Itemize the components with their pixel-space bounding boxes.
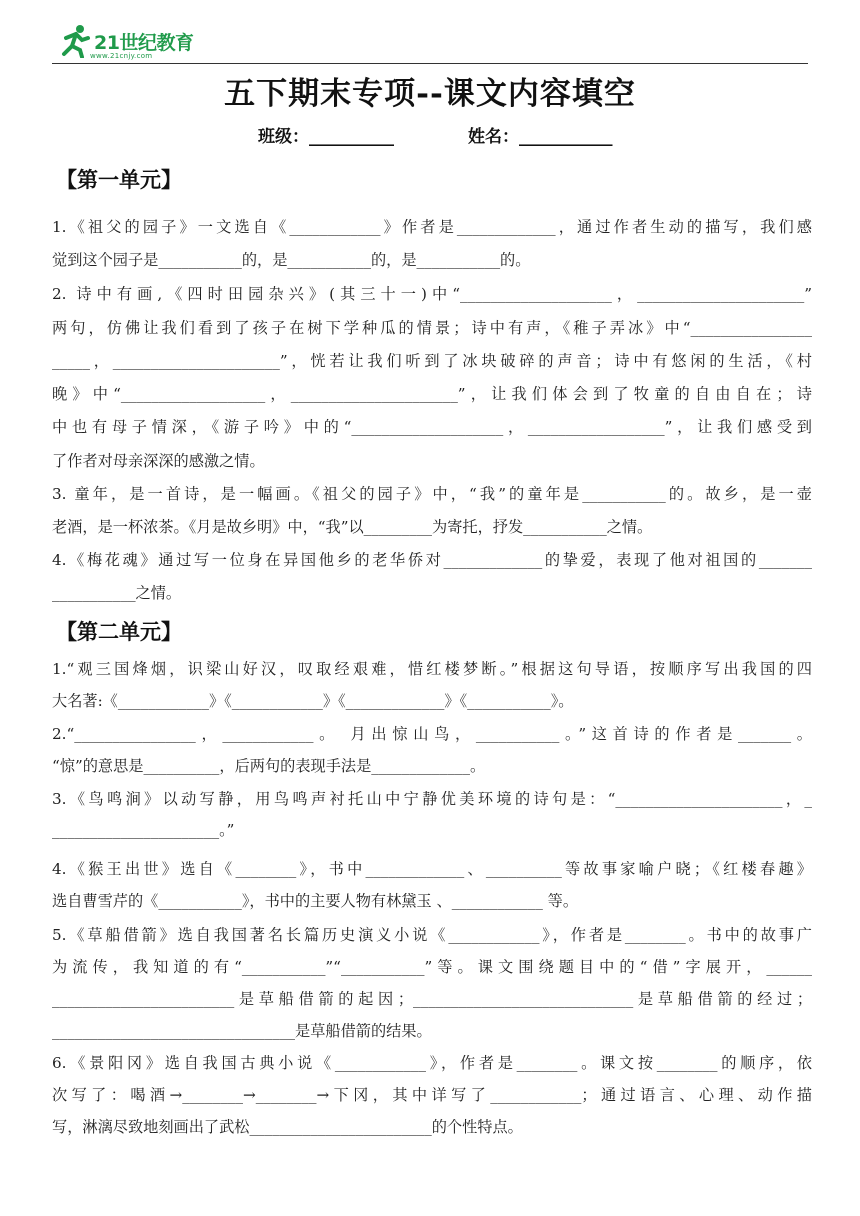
question-line: 1.《祖父的园子》一文选自《____________》作者是_____________，通过作者生动的描写，我们感 — [52, 218, 812, 236]
question-line: ___________之情。 — [52, 584, 182, 602]
question-line: 中也有母子情深，《游子吟》中的“____________________，__________________”，让我们感受到 — [52, 418, 812, 436]
question-line: 大名著:《____________》《____________》《_____________》《___________》。 — [52, 692, 574, 710]
section-heading-unit-2: 【第二单元】 — [56, 619, 182, 644]
question-line: ________________________________是草船借箭的结果。 — [52, 1022, 432, 1040]
question-line: 5.《草船借箭》选自我国著名长篇历史演义小说《____________》，作者是________。书中的故事广 — [52, 926, 812, 944]
question-line: 晚》中“___________________，______________________”，让我们体会到了牧童的自由自在；诗 — [52, 385, 812, 403]
question-line: 4.《猴王出世》选自《________》，书中_____________、__________等故事家喻户晓；《红楼春趣》 — [52, 860, 812, 878]
name-field[interactable]: 姓名：___________ — [468, 127, 613, 147]
question-line: 选自曹雪芹的《___________》，书中的主要人物有林黛玉 、____________ 等。 — [52, 892, 579, 910]
logo-url: www.21cnjy.com — [90, 52, 153, 60]
question-line: 觉到这个园子是___________的，是___________的，是___________的。 — [52, 251, 531, 269]
class-field[interactable]: 班级：__________ — [258, 127, 394, 147]
section-heading-unit-1: 【第一单元】 — [56, 167, 182, 192]
question-line: 6.《景阳冈》选自我国古典小说《____________》，作者是________。课文按________的顺序，依 — [52, 1054, 812, 1072]
question-line: 次写了：喝酒→________→________→下冈，其中详写了____________；通过语言、心理、动作描 — [52, 1086, 812, 1104]
header-divider — [52, 63, 808, 64]
runner-icon — [58, 24, 92, 58]
question-line: 为流传，我知道的有“___________”“___________”等。课文围绕题目中的“借”字展开，______ — [52, 958, 812, 976]
question-line: 3. 童年，是一首诗，是一幅画。《祖父的园子》中，“我”的童年是___________的。故乡，是一壶 — [52, 485, 812, 503]
logo-name: 21世纪教育 — [94, 32, 194, 54]
question-line: 写，淋漓尽致地刻画出了武松________________________的个性特点。 — [52, 1118, 523, 1136]
site-logo — [58, 22, 198, 64]
question-line: _____，______________________”，恍若让我们听到了冰块破碎的声音；诗中有悠闲的生活，《村 — [52, 352, 812, 370]
question-line: 3.《鸟鸣涧》以动写静，用鸟鸣声衬托山中宁静优美环境的诗句是：“______________________，_ — [52, 790, 812, 808]
question-line: ________________________是草船借箭的起因；_____________________________是草船借箭的经过； — [52, 990, 812, 1008]
question-line: 两句，仿佛让我们看到了孩子在树下学种瓜的情景；诗中有声，《稚子弄冰》中“________________ — [52, 319, 812, 337]
question-line: 老酒，是一杯浓茶。《月是故乡明》中，“我”以_________为寄托，抒发___________之情。 — [52, 518, 653, 536]
question-line: 2.“________________，____________。 月出惊山鸟，___________。”这首诗的作者是_______。 — [52, 725, 812, 743]
question-line: “惊”的意思是__________，后两句的表现手法是_____________。 — [52, 757, 486, 775]
question-line: 1.“观三国烽烟，识梁山好汉，叹取经艰难，惜红楼梦断。”根据这句导语，按顺序写出我国的四 — [52, 660, 812, 678]
question-line: 4.《梅花魂》通过写一位身在异国他乡的老华侨对_____________的挚爱，表现了他对祖国的_______ — [52, 551, 812, 569]
page-title: 五下期末专项--课文内容填空 — [224, 76, 636, 112]
question-line: ______________________。” — [52, 821, 235, 839]
question-line: 2. 诗中有画,《四时田园杂兴》(其三十一)中“____________________，______________________” — [52, 285, 812, 303]
question-line: 了作者对母亲深深的感激之情。 — [52, 452, 265, 470]
